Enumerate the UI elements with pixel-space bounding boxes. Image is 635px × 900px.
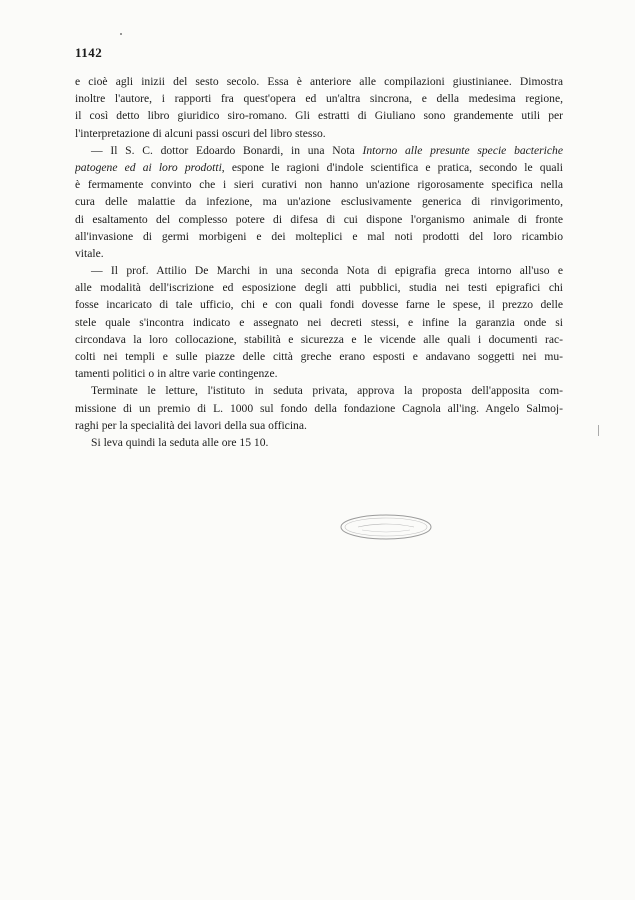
nota-title-italic: Intorno alle presunte specie bacteriche xyxy=(362,143,563,157)
text-line: di esaltamento del complesso potere di difesa di cui dispone l'organismo animale di fronte xyxy=(75,212,563,226)
library-stamp xyxy=(338,512,434,542)
text-line: all'invasione di germi morbigeni e dei molteplici e mal noti prodotti del loro ricambio xyxy=(75,229,563,243)
text-line: Si leva quindi la seduta alle ore 15 10. xyxy=(91,435,269,449)
body-text xyxy=(75,73,563,451)
text-line: missione di un premio di L. 1000 sul fondo della fondazione Cagnola all'ing. Angelo Salmoj- xyxy=(75,401,563,415)
text-line xyxy=(75,159,563,176)
text-line: — Il prof. Attilio De Marchi in una seconda Nota di epigrafia greca intorno all'uso e xyxy=(91,264,563,278)
text-segment: , espone le ragioni d'indole scientifica e pratica, secondo le quali xyxy=(221,160,563,174)
text-line: l'interpretazione di alcuni passi oscuri del libro stesso. xyxy=(75,126,326,140)
text-line-with-italic xyxy=(75,142,563,159)
paper-speck xyxy=(120,33,122,35)
text-line: raghi per la specialità dei lavori della sua officina. xyxy=(75,418,307,432)
text-line: inoltre l'autore, i rapporti fra quest'opera ed un'altra sincrona, e della medesima regione, xyxy=(75,92,563,106)
text-line: stele quale s'incontra indicato e assegnato nei decreti stessi, e infine la garanzia onde si xyxy=(75,315,563,329)
text-line: vitale. xyxy=(75,246,104,260)
text-line: tamenti politici o in altre varie contingenze. xyxy=(75,367,278,381)
text-line: è fermamente convinto che i sieri curativi non hanno un'azione rigorosamente specifica nella xyxy=(75,178,563,192)
text-line: alle modalità dell'iscrizione ed esposizione degli atti pubblici, studia nei testi epigrafici chi xyxy=(75,281,563,295)
text-line: fosse incaricato di tale ufficio, chi e con quali fondi dovesse farne le spese, il prezzo delle xyxy=(75,298,563,312)
text-line: e cioè agli inizii del sesto secolo. Essa è anteriore alle compilazioni giustinianee. Dimostra xyxy=(75,75,563,88)
page-number: 1142 xyxy=(75,45,103,60)
text-segment: — Il S. C. dottor Edoardo Bonardi, in una Nota xyxy=(91,143,363,157)
text-line: Terminate le letture, l'istituto in seduta privata, approva la proposta dell'apposita com- xyxy=(91,384,563,398)
text-line: colti nei templi e sulle piazze delle città greche erano esposti e andavano soggetti nei mu- xyxy=(75,350,563,363)
text-line: cura delle malattie da infezione, ma un'azione esclusivamente generica di rinvigorimento, xyxy=(75,195,563,209)
margin-mark xyxy=(598,425,599,436)
nota-title-italic-end: patogene ed ai loro prodotti xyxy=(75,160,222,174)
text-line: il così detto libro giuridico siro-romano. Gli estratti di Giuliano sono grandemente utili per xyxy=(75,109,563,123)
text-line: circondava la loro collocazione, stabilità e sicurezza e le vicende alle quali i documenti rac- xyxy=(75,332,563,346)
